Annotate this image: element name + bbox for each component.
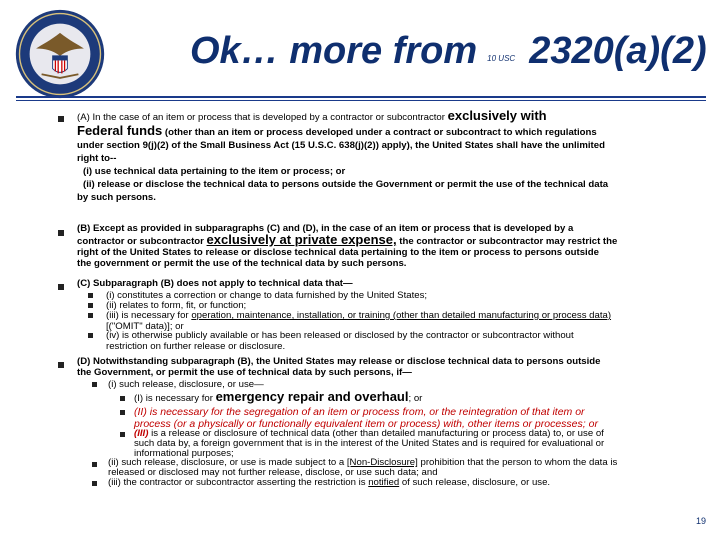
- para-a-line4: right to--: [77, 153, 117, 164]
- para-a-line3: under section 9(j)(2) of the Small Business Act (15 U.S.C. 638(j)(2)) apply), the United States shall have the unlimited: [77, 140, 605, 151]
- para-d-t1a: (I) is necessary for: [134, 393, 213, 404]
- para-a-line7: by such persons.: [77, 192, 156, 203]
- para-b-line3: right of the United States to release or disclose technical data pertaining to the item or process to persons outside: [77, 247, 599, 258]
- para-a-line6: (ii) release or disclose the technical data to persons outside the Government or permit the use of the technical data: [83, 179, 609, 190]
- para-d-s2a: (ii) such release, disclosure, or use is made subject to a: [108, 457, 345, 468]
- para-c-item2: (ii) relates to form, fit, or function;: [106, 300, 247, 311]
- header-divider-thin: [16, 100, 706, 101]
- paragraph-b: [77, 223, 717, 269]
- para-c-item3a: (iii) is necessary for: [106, 310, 189, 321]
- para-d-s3c: of such release, disclosure, or use.: [401, 477, 551, 488]
- bullet-marker: [58, 116, 64, 122]
- title-suffix: 2320(a)(2): [529, 30, 707, 72]
- para-d-s2d: released or disclosed may not further release, disclose, or use such data; and: [108, 467, 438, 478]
- sub-bullet-marker: [88, 333, 93, 338]
- para-d-item1-iii: [134, 429, 714, 459]
- paragraph-a: [77, 109, 717, 204]
- para-b-line4: the government or permit the use of the technical data by such persons.: [77, 258, 407, 269]
- para-d-t1c: ; or: [408, 393, 423, 404]
- page-title: [190, 30, 707, 73]
- para-c-item3-underlined: operation, maintenance, installation, or training (other than detailed manufacturing or process data): [191, 310, 612, 321]
- para-d-line2: the Government, or permit the use of technical data by such persons, if—: [77, 367, 412, 378]
- para-d-t3c: such data by, a foreign government that is in the interest of the United States and is required for evaluational or: [134, 438, 605, 449]
- para-d-s2b: [Non-Disclosure]: [346, 457, 418, 468]
- para-d-s2c: prohibition that the person to whom the data is: [420, 457, 618, 468]
- para-a-line2: (other than an item or process developed under a contract or subcontract to which regulations: [164, 127, 597, 138]
- para-d-item3: [108, 477, 708, 488]
- para-d-s3a: (iii) the contractor or subcontractor asserting the restriction is: [108, 477, 366, 488]
- bullet-marker: [58, 284, 64, 290]
- para-c-item3: [106, 310, 711, 332]
- para-d-item1-ii: [134, 406, 714, 430]
- bullet-marker: [58, 230, 64, 236]
- sub-sub-bullet-marker: [120, 410, 125, 415]
- para-a-line5: (i) use technical data pertaining to the item or process; or: [83, 166, 346, 177]
- title-statute-label: 10 USC: [487, 54, 516, 64]
- para-a-line1: (A) In the case of an item or process that is developed by a contractor or subcontractor: [77, 112, 445, 123]
- para-c-item1: (i) constitutes a correction or change to data furnished by the United States;: [106, 290, 428, 301]
- sub-sub-bullet-marker: [120, 396, 125, 401]
- para-d-s3b: notified: [368, 477, 400, 488]
- para-c-item4a: (iv) is otherwise publicly available or has been released or disclosed by the contractor or subcontractor without: [106, 330, 574, 341]
- sub-bullet-marker: [88, 303, 93, 308]
- para-c-line1: (C) Subparagraph (B) does not apply to technical data that—: [77, 278, 353, 289]
- para-d-t3d: informational purposes;: [134, 448, 234, 459]
- para-a-emphasis2: Federal funds: [77, 123, 163, 138]
- header-divider-thick: [16, 96, 706, 98]
- para-c-item4b: restriction on further release or disclosure.: [106, 341, 286, 352]
- sub-bullet-marker: [92, 382, 97, 387]
- para-d-item1-i: [134, 391, 714, 404]
- title-prefix: Ok… more from: [190, 30, 478, 72]
- para-b-line1: (B) Except as provided in subparagraphs (C) and (D), in the case of an item or process that is developed by a: [77, 223, 574, 234]
- department-of-defense-seal-icon: [14, 8, 106, 100]
- para-d-t3a: (III): [134, 428, 149, 439]
- sub-bullet-marker: [88, 313, 93, 318]
- para-c-item4: [106, 330, 711, 352]
- para-d-item1: (i) such release, disclosure, or use—: [108, 379, 264, 390]
- para-d-t2b: process (or a physically or functionally equivalent item or process) with, other items or processes; or: [134, 418, 598, 430]
- sub-sub-bullet-marker: [120, 432, 125, 437]
- para-d-line1: (D) Notwithstanding subparagraph (B), the United States may release or disclose technical data to persons outside: [77, 356, 601, 367]
- bullet-marker: [58, 362, 64, 368]
- para-b-line2c: the contractor or subcontractor may restrict the: [399, 236, 618, 247]
- para-a-emphasis1: exclusively with: [447, 108, 547, 123]
- paragraph-d: [77, 356, 717, 378]
- para-b-line2a: contractor or subcontractor: [77, 236, 204, 247]
- sub-bullet-marker: [88, 293, 93, 298]
- para-d-t3b: is a release or disclosure of technical data (other than detailed manufacturing or process data) to, or use of: [151, 428, 604, 439]
- para-d-item2: [108, 458, 708, 478]
- para-d-t2a: (II) is necessary for the segregation of an item or process from, or the reintegration of that item or: [134, 406, 585, 418]
- para-d-emphasis: emergency repair and overhaul: [215, 389, 409, 404]
- sub-bullet-marker: [92, 462, 97, 467]
- page-number: 19: [695, 516, 706, 526]
- para-c-item3c: [("OMIT" data)]; or: [106, 321, 184, 332]
- sub-bullet-marker: [92, 481, 97, 486]
- para-b-emphasis: exclusively at private expense,: [206, 232, 397, 247]
